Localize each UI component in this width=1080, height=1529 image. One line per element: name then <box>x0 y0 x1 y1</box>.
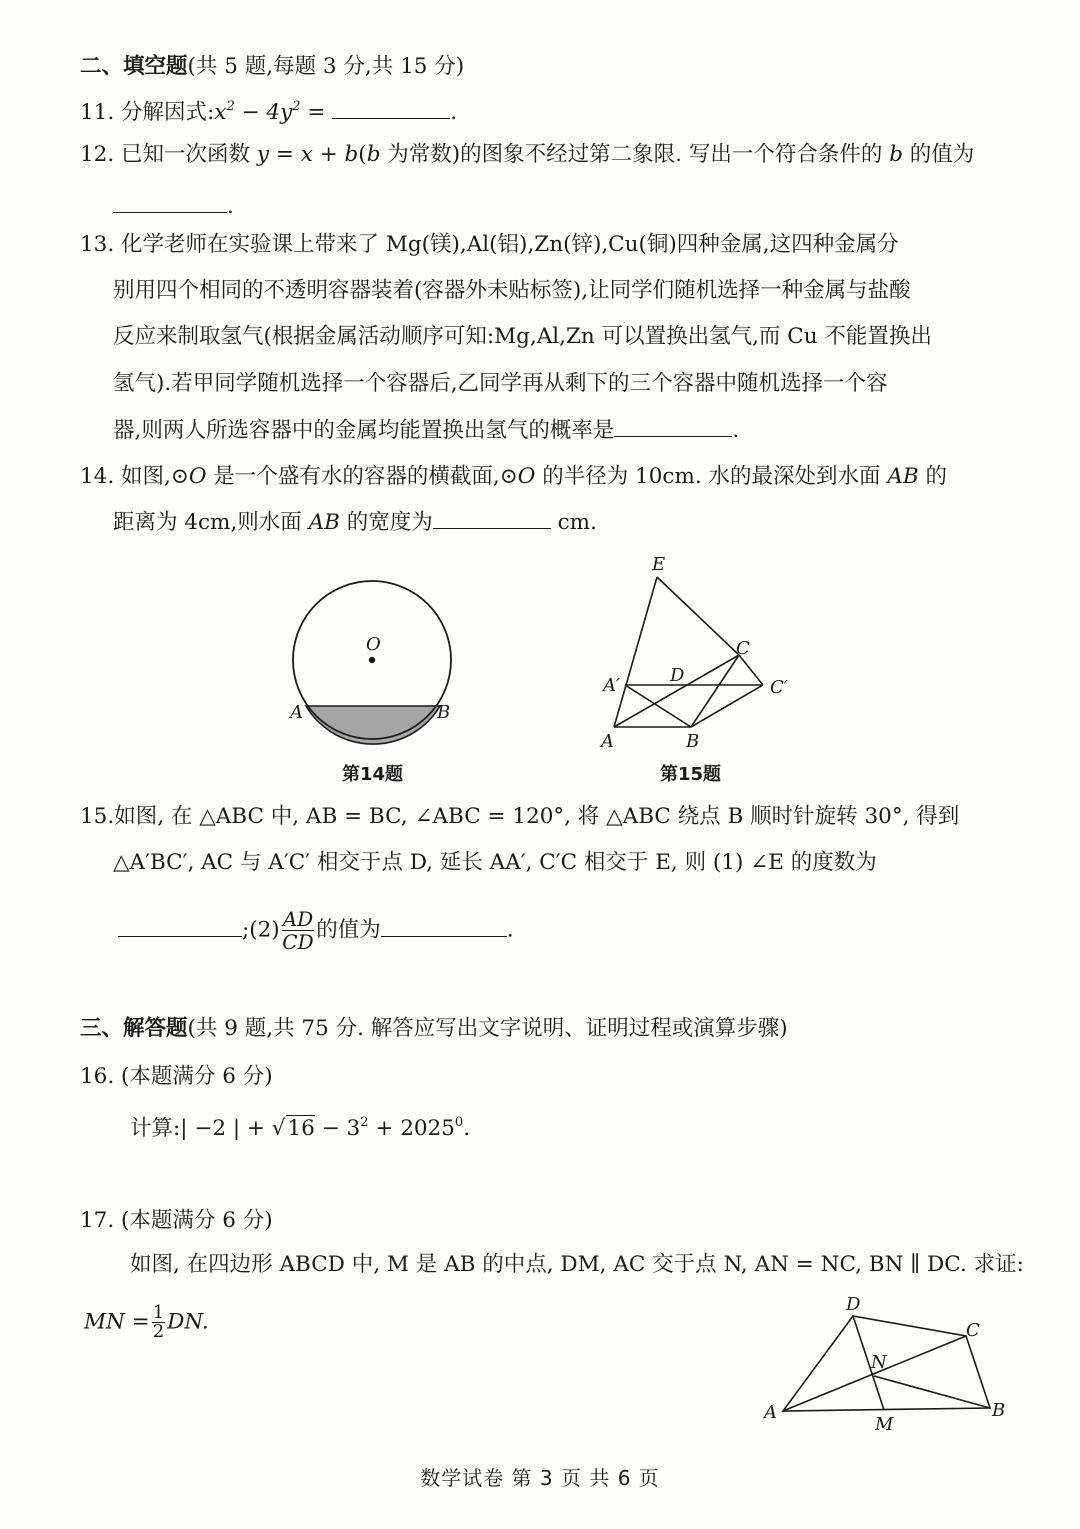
label-d: D <box>846 1294 861 1315</box>
q16-expr-3: + 2025 <box>368 1116 455 1141</box>
q14-number: 14. <box>80 464 115 489</box>
q12-period: . <box>227 194 234 219</box>
question-12 <box>80 140 974 170</box>
q11-period: . <box>450 100 458 125</box>
line-b-c <box>691 655 739 727</box>
section-3-header <box>80 1014 788 1044</box>
q12-text-d: 的值为 <box>902 142 975 167</box>
q15-line-3 <box>118 908 514 953</box>
section-2-title: 二、填空题 <box>80 54 188 79</box>
q13-line-4 <box>113 369 888 399</box>
label-m: M <box>875 1414 894 1435</box>
q16-exponent-2: 2 <box>360 1115 369 1130</box>
q14-ab-var-1: AB <box>887 464 919 489</box>
q14-o-var-2: O <box>517 464 536 489</box>
q14-text-f: 的宽度为 <box>339 510 433 535</box>
label-b: B <box>992 1400 1006 1421</box>
q14-unit: cm. <box>557 510 597 535</box>
q17-fraction <box>152 1304 165 1341</box>
q12-b-var-2: b <box>889 142 903 167</box>
q14-ab-var-2: AB <box>308 510 340 535</box>
line-e-c <box>657 577 739 655</box>
q15-fraction-numerator: AD <box>282 907 314 931</box>
q17-line-1 <box>130 1250 1024 1280</box>
q17-line-2 <box>84 1304 209 1341</box>
label-e: E <box>652 554 666 575</box>
label-o: O <box>366 634 381 655</box>
q15-period: . <box>506 917 514 943</box>
label-b: B <box>686 731 700 752</box>
q16-head: 16. (本题满分 6 分) <box>80 1064 273 1089</box>
label-c: C <box>736 638 750 659</box>
q15-text-1: 如图, 在 △ABC 中, AB = BC, ∠ABC = 120°, 将 △ABC 绕点 B 顺时针旋转 30°, 得到 <box>114 804 960 829</box>
q17-fraction-denominator: 2 <box>152 1321 165 1342</box>
q15-answer-blank-2[interactable] <box>381 916 507 937</box>
q13-text-3: 反应来制取氢气(根据金属活动顺序可知:Mg,Al,Zn 可以置换出氢气,而 Cu 不能置换出 <box>113 324 932 349</box>
q12-text-b: ( <box>358 142 367 167</box>
page-footer: 数学试卷 第 3 页 共 6 页 <box>420 1466 660 1490</box>
q16-sqrt: √16 <box>271 1116 315 1141</box>
q16-sqrt-arg: 16 <box>287 1116 315 1141</box>
q13-text-2: 别用四个相同的不透明容器装着(容器外未贴标签),让同学们随机选择一种金属与盐酸 <box>113 278 911 303</box>
label-a-prime: A′ <box>603 675 621 696</box>
label-c-prime: C′ <box>770 677 788 698</box>
q15-line-2 <box>113 848 877 878</box>
q13-answer-blank[interactable] <box>614 416 732 437</box>
q11-text: 分解因式: <box>121 100 215 125</box>
q11-number: 11. <box>80 100 115 125</box>
q16-header <box>80 1062 273 1092</box>
q13-text-1: 化学老师在实验课上带来了 Mg(镁),Al(铝),Zn(锌),Cu(铜)四种金属,这四种金属分 <box>121 232 899 257</box>
q16-period: . <box>463 1116 471 1141</box>
q17-lhs: MN = <box>84 1309 150 1335</box>
figure-14 <box>290 580 470 760</box>
q15-answer-blank-1[interactable] <box>118 916 242 937</box>
figure-14-caption: 第14题 <box>342 764 404 785</box>
q15-number: 15. <box>80 804 115 829</box>
q16-exponent-0: 0 <box>454 1115 464 1130</box>
q15-part-2-label: ;(2) <box>242 917 280 943</box>
q15-fraction <box>282 908 314 953</box>
line-a1-b <box>625 685 691 727</box>
q12-b-var-1: b <box>366 142 381 167</box>
q13-number: 13. <box>80 232 115 257</box>
q16-calc <box>130 1114 470 1144</box>
q12-answer-line <box>113 192 234 222</box>
q14-text-c: 的半径为 10cm. 水的最深处到水面 <box>535 464 888 489</box>
q12-answer-blank[interactable] <box>113 192 227 213</box>
q14-answer-blank[interactable] <box>433 508 551 529</box>
label-a: A <box>601 731 614 752</box>
q13-line-2 <box>113 276 911 306</box>
line-a-e <box>614 577 657 727</box>
q14-line-2 <box>113 508 597 538</box>
q11-answer-blank[interactable] <box>332 98 450 119</box>
line-b-c1 <box>691 685 763 727</box>
line-b-n <box>874 1376 990 1408</box>
q14-text-d: 的 <box>918 464 948 489</box>
q17-head: 17. (本题满分 6 分) <box>80 1208 273 1233</box>
q13-text-5: 器,则两人所选容器中的金属均能置换出氢气的概率是 <box>113 418 615 443</box>
section-3-title: 三、解答题 <box>80 1016 188 1041</box>
q13-line-3 <box>113 322 932 352</box>
q12-text-c: 为常数)的图象不经过第二象限. 写出一个符合条件的 <box>380 142 890 167</box>
q14-o-var-1: O <box>188 464 207 489</box>
q13-line-1 <box>80 230 899 260</box>
figure-15-caption: 第15题 <box>660 764 722 785</box>
q14-text-b: 是一个盛有水的容器的横截面,⊙ <box>206 464 518 489</box>
q16-calc-label: 计算: <box>130 1116 181 1141</box>
question-11 <box>80 98 457 128</box>
q13-line-5 <box>113 416 739 446</box>
center-point-o <box>369 657 375 663</box>
label-d: D <box>670 665 685 686</box>
figure-17 <box>760 1290 1020 1435</box>
q17-rhs: DN. <box>167 1309 209 1335</box>
label-a: A <box>764 1402 777 1423</box>
q15-text-2: △A′BC′, AC 与 A′C′ 相交于点 D, 延长 AA′, C′C 相交于 E, 则 (1) ∠E 的度数为 <box>113 850 877 875</box>
section-3-note: (共 9 题,共 75 分. 解答应写出文字说明、证明过程或演算步骤) <box>187 1016 788 1041</box>
q15-text-3: 的值为 <box>316 917 381 943</box>
q14-text-e: 距离为 4cm,则水面 <box>113 510 309 535</box>
line-c-c1 <box>739 655 763 685</box>
q15-fraction-denominator: CD <box>282 930 314 954</box>
q16-expr-1: | −2 | + <box>180 1116 272 1141</box>
label-a: A <box>290 702 303 723</box>
label-n: N <box>871 1352 887 1373</box>
q13-period: . <box>732 418 740 443</box>
figure-15 <box>598 554 818 754</box>
q15-line-1 <box>80 802 959 832</box>
q13-text-4: 氢气).若甲同学随机选择一个容器后,乙同学再从剩下的三个容器中随机选择一个容 <box>113 371 888 396</box>
q17-header <box>80 1206 273 1236</box>
label-b: B <box>437 702 451 723</box>
q17-text-1: 如图, 在四边形 ABCD 中, M 是 AB 的中点, DM, AC 交于点 N, AN = NC, BN ∥ DC. 求证: <box>130 1252 1024 1277</box>
q16-expr-2: − 3 <box>314 1116 361 1141</box>
label-c: C <box>966 1320 980 1341</box>
q12-function: y = x + b <box>256 142 359 167</box>
q12-text-a: 已知一次函数 <box>121 142 257 167</box>
section-2-header <box>80 52 464 82</box>
q14-text-a: 如图,⊙ <box>121 464 189 489</box>
q17-fraction-numerator: 1 <box>152 1302 165 1323</box>
section-2-note: (共 5 题,每题 3 分,共 15 分) <box>187 54 465 79</box>
q11-expression: $x^2 - 4y^2$ = <box>214 99 326 125</box>
q14-line-1 <box>80 462 947 492</box>
q12-number: 12. <box>80 142 115 167</box>
